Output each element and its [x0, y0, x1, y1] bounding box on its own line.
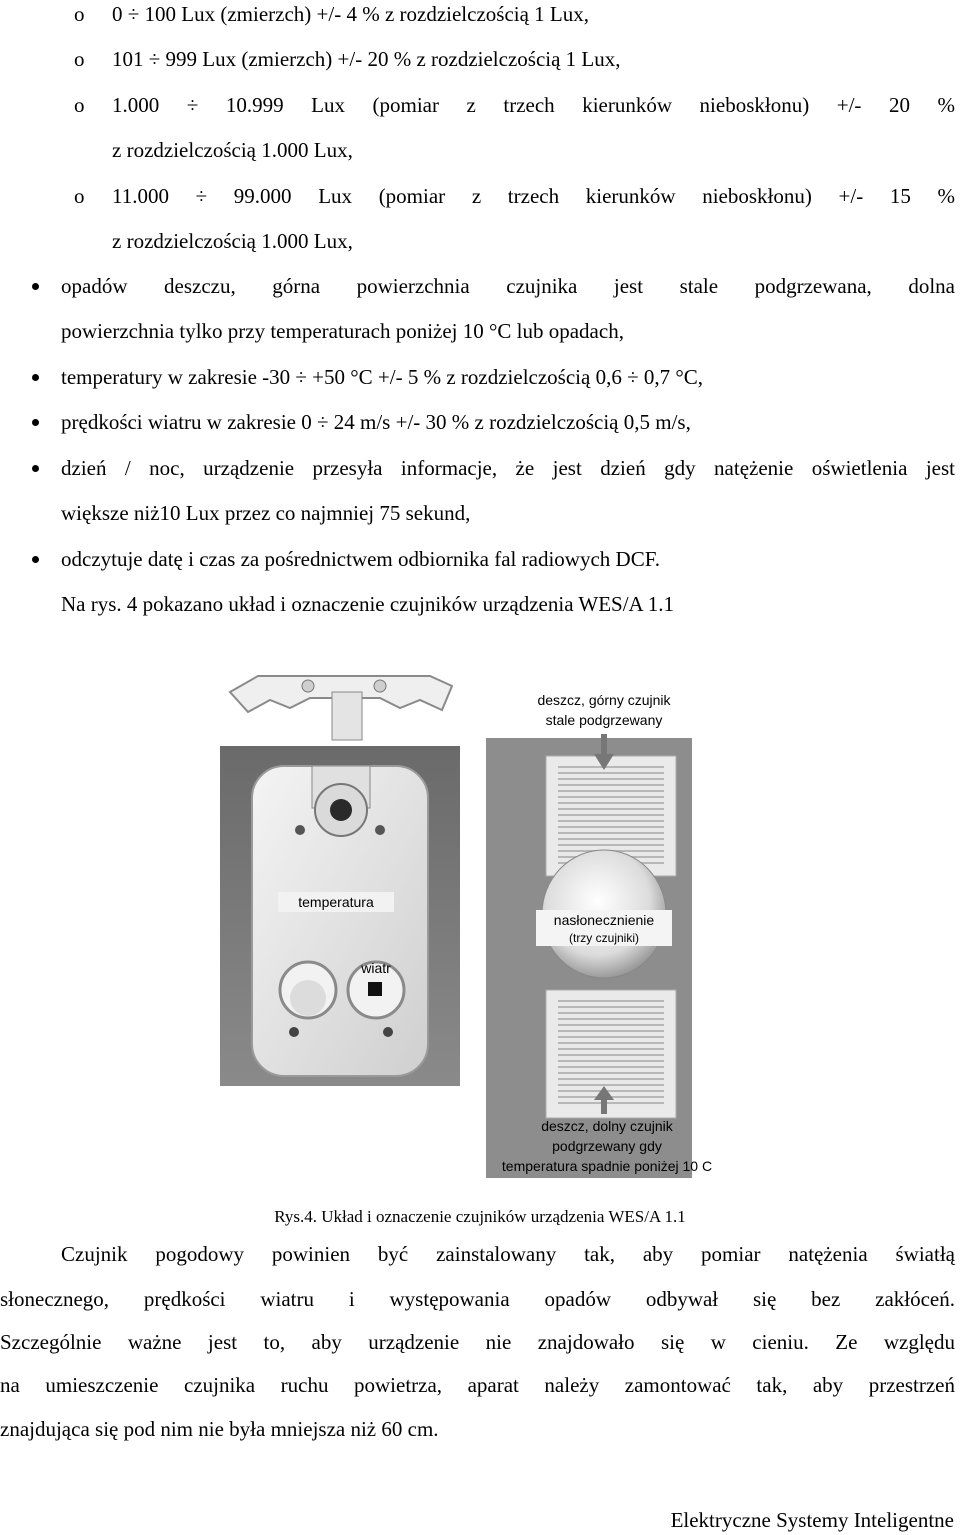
- label-text: (trzy czujniki): [568, 931, 639, 945]
- list-item: 1.000 ÷ 10.999 Lux (pomiar z trzech kierunków nieboskłonu) +/- 20 %: [112, 93, 955, 117]
- list-item: 11.000 ÷ 99.000 Lux (pomiar z trzech kierunków nieboskłonu) +/- 15 %: [112, 184, 955, 208]
- housing-photo: [220, 676, 460, 1086]
- bullet-dot-icon: [32, 374, 39, 381]
- list-item: dzień / noc, urządzenie przesyła informacje, że jest dzień gdy natężenie oświetlenia jest: [61, 456, 955, 480]
- list-item: 0 ÷ 100 Lux (zmierzch) +/- 4 % z rozdzielczością 1 Lux,: [112, 2, 590, 26]
- list-item-continuation: większe niż10 Lux przez co najmniej 75 sekund,: [61, 501, 471, 525]
- label-text: deszcz, górny czujnik: [537, 692, 671, 708]
- list-item: odczytuje datę i czas za pośrednictwem odbiornika fal radiowych DCF.: [61, 547, 660, 571]
- paragraph-line: na umieszczenie czujnika ruchu powietrza, aparat należy zamontować tak, aby przestrzeń: [0, 1373, 955, 1397]
- paragraph-line: Czujnik pogodowy powinien być zainstalowany tak, aby pomiar natężenia światłą: [61, 1242, 955, 1266]
- list-item-continuation: z rozdzielczością 1.000 Lux,: [112, 229, 353, 253]
- list-item: prędkości wiatru w zakresie 0 ÷ 24 m/s +/- 30 % z rozdzielczością 0,5 m/s,: [61, 410, 691, 434]
- list-bullet: o: [74, 184, 85, 208]
- list-bullet: o: [74, 2, 85, 26]
- label-temperatura: [278, 892, 394, 912]
- rain-sensor-photo: [486, 734, 692, 1178]
- figure-intro: Na rys. 4 pokazano układ i oznaczenie czujników urządzenia WES/A 1.1: [61, 592, 675, 616]
- label-text: temperatura: [298, 894, 374, 910]
- list-item: temperatury w zakresie -30 ÷ +50 °C +/- 5 % z rozdzielczością 0,6 ÷ 0,7 °C,: [61, 365, 703, 389]
- list-item-continuation: z rozdzielczością 1.000 Lux,: [112, 138, 353, 162]
- figure: [220, 670, 740, 1180]
- page-footer: Elektryczne Systemy Inteligentne: [670, 1508, 954, 1532]
- label-wiatr: [348, 958, 404, 978]
- figure-caption: Rys.4. Układ i oznaczenie czujników urządzenia WES/A 1.1: [274, 1207, 686, 1226]
- bullet-dot-icon: [32, 283, 39, 290]
- label-text: nasłonecznienie: [553, 912, 655, 928]
- list-bullet: o: [74, 47, 85, 71]
- label-rain-bottom: [482, 1116, 732, 1176]
- label-text: deszcz, dolny czujnik: [541, 1118, 673, 1134]
- label-nasłonecznienie: [536, 910, 672, 946]
- bullet-dot-icon: [32, 465, 39, 472]
- paragraph-line: słonecznego, prędkości wiatru i występowania opadów odbywał się bez zakłóceń.: [0, 1287, 955, 1311]
- bullet-dot-icon: [32, 556, 39, 563]
- list-item-continuation: powierzchnia tylko przy temperaturach poniżej 10 °C lub opadach,: [61, 319, 624, 343]
- label-text: stale podgrzewany: [545, 712, 663, 728]
- list-item: opadów deszczu, górna powierzchnia czujnika jest stale podgrzewana, dolna: [61, 274, 955, 298]
- label-rain-top: [516, 690, 692, 730]
- bullet-dot-icon: [32, 419, 39, 426]
- label-text: temperatura spadnie poniżej 10 C: [501, 1158, 713, 1174]
- label-text: podgrzewany gdy: [552, 1138, 662, 1154]
- list-bullet: o: [74, 93, 85, 117]
- paragraph-line: znajdująca się pod nim nie była mniejsza niż 60 cm.: [0, 1417, 439, 1441]
- list-item: 101 ÷ 999 Lux (zmierzch) +/- 20 % z rozdzielczością 1 Lux,: [112, 47, 621, 71]
- paragraph-line: Szczególnie ważne jest to, aby urządzenie nie znajdowało się w cieniu. Ze względu: [0, 1330, 955, 1354]
- label-text: wiatr: [361, 960, 391, 976]
